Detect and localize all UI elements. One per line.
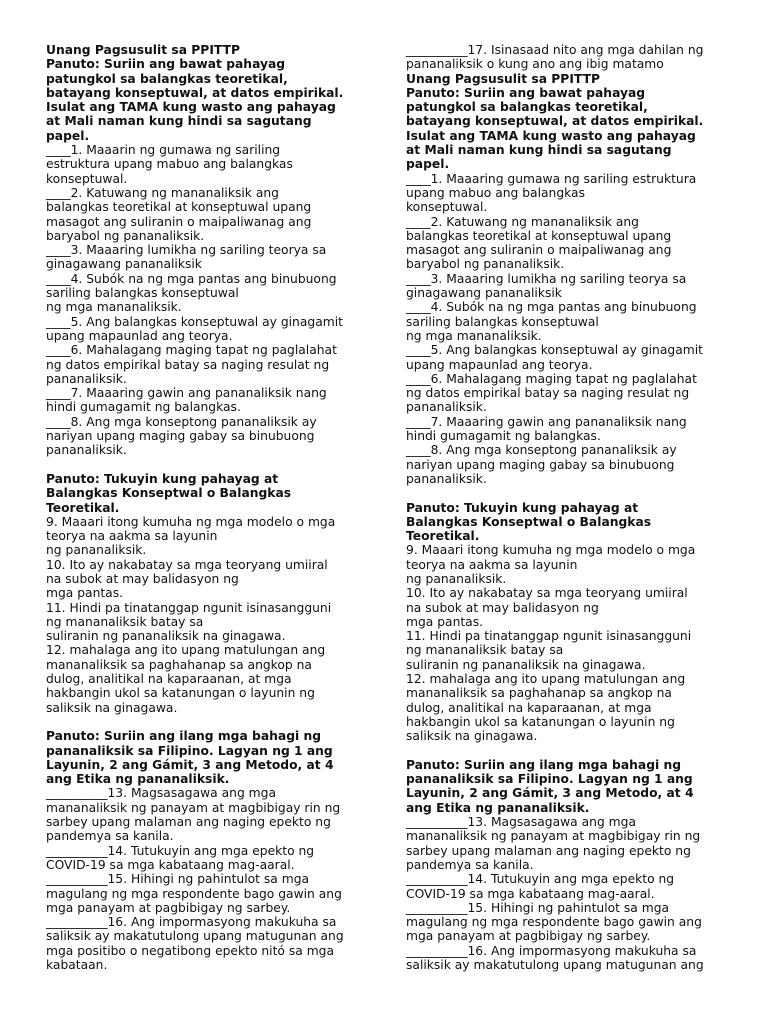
text-line: masagot ang suliranin o maipaliwanag ang xyxy=(46,214,312,229)
text-line: ____7. Maaaring gawin ang pananaliksik nang xyxy=(46,386,327,401)
text-line: baryabol ng pananaliksik. xyxy=(46,228,205,243)
text-line: 10. Ito ay nakabatay sa mga teoryang umiiral xyxy=(46,557,328,572)
text-line: __________13. Magsasagawa ang mga xyxy=(46,786,276,801)
text-line: __________14. Tutukuyin ang mga epekto ng xyxy=(46,843,315,858)
instruction-line: Panuto: Suriin ang ilang mga bahagi ng xyxy=(406,757,682,772)
text-line: ____3. Maaaring lumikha ng sariling teorya sa xyxy=(406,271,687,286)
text-line: magulang ng mga respondente bago gawin ang xyxy=(46,886,342,901)
text-line: saliksik ay makatutulong upang matugunan ang xyxy=(46,929,344,944)
text-line: mananaliksik sa paghahanap sa angkop na xyxy=(406,686,672,701)
instruction-line: batayang konseptuwal, at datos empirikal. xyxy=(46,85,344,100)
text-line: konseptuwal. xyxy=(406,200,488,215)
instruction-line: Balangkas Konseptwal o Balangkas xyxy=(46,486,292,501)
text-line: __________15. Hihingi ng pahintulot sa mga xyxy=(406,900,670,915)
text-line: 11. Hindi pa tinatanggap ngunit isinasangguni xyxy=(46,600,332,615)
text-line: hakbangin ukol sa katanungan o layunin ng xyxy=(46,686,315,701)
instruction-line: Unang Pagsusulit sa PPITTP xyxy=(46,43,240,57)
text-line: pandemya sa kanila. xyxy=(406,857,534,872)
instruction-line: patungkol sa balangkas teoretikal, xyxy=(406,100,648,115)
instruction-line: pananaliksik sa Filipino. Lagyan ng 1 ang xyxy=(46,743,333,758)
text-line: hakbangin ukol sa katanungan o layunin ng xyxy=(406,714,675,729)
text-line: upang mapaunlad ang teorya. xyxy=(406,357,593,372)
text-line: sariling balangkas konseptuwal xyxy=(46,286,239,301)
left-text-column xyxy=(46,43,364,972)
text-line: ____4. Subók na ng mga pantas ang binubuong xyxy=(406,300,697,315)
instruction-line: batayang konseptuwal, at datos empirikal. xyxy=(406,114,704,129)
text-line: pananaliksik. xyxy=(406,471,487,486)
text-line: sariling balangkas konseptuwal xyxy=(406,314,599,329)
text-line: ginagawang pananaliksik xyxy=(406,286,562,301)
text-line: mga pantas. xyxy=(406,614,484,629)
instruction-line: Layunin, 2 ang Gámit, 3 ang Metodo, at 4 xyxy=(406,786,694,801)
text-line: ng datos empirikal batay sa naging resulat ng xyxy=(46,357,330,372)
text-line: na subok at may balidasyon ng xyxy=(406,600,599,615)
text-line: ____6. Mahalagang maging tapat ng paglalahat xyxy=(46,343,337,358)
instruction-line: Layunin, 2 ang Gámit, 3 ang Metodo, at 4 xyxy=(46,757,334,772)
text-line: ____1. Maaarin ng gumawa ng sariling xyxy=(46,143,281,158)
text-line: ____7. Maaaring gawin ang pananaliksik nang xyxy=(406,414,687,429)
text-line: mga positibo o negatibong epekto nitó sa mga xyxy=(46,943,335,958)
text-line: balangkas teoretikal at konseptuwal upang xyxy=(46,200,312,215)
text-line: 10. Ito ay nakabatay sa mga teoryang umiiral xyxy=(406,586,688,601)
text-line: ____3. Maaaring lumikha ng sariling teorya sa xyxy=(46,243,327,258)
text-line: COVID-19 sa mga kabataang mag-aaral. xyxy=(46,857,295,872)
text-line: ng mga mananaliksik. xyxy=(406,328,542,343)
text-line: masagot ang suliranin o maipaliwanag ang xyxy=(406,243,672,258)
text-line: 12. mahalaga ang ito upang matulungan ang xyxy=(406,672,686,687)
text-line: estruktura upang mabuo ang balangkas xyxy=(46,157,293,172)
text-line: mga panayam at pagbibigay ng sarbey. xyxy=(406,929,651,944)
text-line: mananaliksik sa paghahanap sa angkop na xyxy=(46,657,312,672)
text-line: saliksik na ginagawa. xyxy=(46,700,178,715)
text-line: balangkas teoretikal at konseptuwal upang xyxy=(406,228,672,243)
text-line: teorya na aakma sa layunin xyxy=(46,529,218,544)
instruction-line: Panuto: Tukuyin kung pahayag at xyxy=(406,500,639,515)
instruction-line: papel. xyxy=(406,157,450,172)
text-line: ____1. Maaaring gumawa ng sariling estruktura xyxy=(406,171,697,186)
text-line: suliranin ng pananaliksik na ginagawa. xyxy=(406,657,646,672)
text-line: 12. mahalaga ang ito upang matulungan ang xyxy=(46,643,326,658)
text-line: ng pananaliksik. xyxy=(46,543,147,558)
instruction-line: Panuto: Suriin ang bawat pahayag xyxy=(406,85,646,100)
text-line: 9. Maaari itong kumuha ng mga modelo o mga xyxy=(406,543,696,558)
instruction-line: Panuto: Suriin ang bawat pahayag xyxy=(46,57,286,72)
instruction-line: at Mali naman kung hindi sa sagutang xyxy=(406,143,672,158)
instruction-line: pananaliksik sa Filipino. Lagyan ng 1 ang xyxy=(406,772,693,787)
text-line: __________16. Ang impormasyong makukuha sa xyxy=(406,943,697,958)
text-line: nariyan upang maging gabay sa binubuong xyxy=(406,457,675,472)
text-line: 9. Maaari itong kumuha ng mga modelo o mga xyxy=(46,514,336,529)
instruction-line: at Mali naman kung hindi sa sagutang xyxy=(46,114,312,129)
text-line: ____2. Katuwang ng mananaliksik ang xyxy=(46,185,279,200)
instruction-line: Teoretikal. xyxy=(406,529,480,544)
text-line: ____8. Ang mga konseptong pananaliksik ay xyxy=(46,414,317,429)
text-line: ____6. Mahalagang maging tapat ng paglalahat xyxy=(406,371,697,386)
instruction-line: patungkol sa balangkas teoretikal, xyxy=(46,71,288,86)
text-line: __________16. Ang impormasyong makukuha sa xyxy=(46,915,337,930)
text-line: ____8. Ang mga konseptong pananaliksik ay xyxy=(406,443,677,458)
text-line: ng mananaliksik batay sa xyxy=(46,614,204,629)
text-line: ginagawang pananaliksik xyxy=(46,257,202,272)
instruction-line: ang Etika ng pananaliksik. xyxy=(406,800,590,815)
text-line: ____5. Ang balangkas konseptuwal ay ginagamit xyxy=(46,314,343,329)
text-line: mga panayam at pagbibigay ng sarbey. xyxy=(46,900,291,915)
text-line: sarbey upang malaman ang naging epekto ng xyxy=(46,815,331,830)
text-line: upang mapaunlad ang teorya. xyxy=(46,328,233,343)
text-line: ____2. Katuwang ng mananaliksik ang xyxy=(406,214,639,229)
text-line: ng pananaliksik. xyxy=(406,571,507,586)
text-line: ____5. Ang balangkas konseptuwal ay ginagamit xyxy=(406,343,703,358)
text-line: 11. Hindi pa tinatanggap ngunit isinasangguni xyxy=(406,629,692,644)
instruction-line: ang Etika ng pananaliksik. xyxy=(46,772,230,787)
text-line: COVID-19 sa mga kabataang mag-aaral. xyxy=(406,886,655,901)
text-line: dulog, analitikal na kaparaanan, at mga xyxy=(406,700,652,715)
text-line: __________17. Isinasaad nito ang mga dahilan ng xyxy=(406,43,704,57)
text-line: baryabol ng pananaliksik. xyxy=(406,257,565,272)
text-line: pandemya sa kanila. xyxy=(46,829,174,844)
text-line: saliksik na ginagawa. xyxy=(406,729,538,744)
text-line: sarbey upang malaman ang naging epekto ng xyxy=(406,843,691,858)
text-line: hindi gumagamit ng balangkas. xyxy=(46,400,241,415)
text-line: pananaliksik. xyxy=(46,371,127,386)
text-line: na subok at may balidasyon ng xyxy=(46,571,239,586)
text-line: teorya na aakma sa layunin xyxy=(406,557,578,572)
blank-line xyxy=(406,744,724,758)
text-line: hindi gumagamit ng balangkas. xyxy=(406,429,601,444)
instruction-line: papel. xyxy=(46,128,90,143)
text-line: upang mabuo ang balangkas xyxy=(406,185,585,200)
instruction-line: Isulat ang TAMA kung wasto ang pahayag xyxy=(406,128,696,143)
blank-line xyxy=(46,715,364,729)
text-line: ng datos empirikal batay sa naging resulat ng xyxy=(406,386,690,401)
text-line: mananaliksik ng panayam at magbibigay rin ng xyxy=(406,829,701,844)
text-line: nariyan upang maging gabay sa binubuong xyxy=(46,429,315,444)
text-line: pananaliksik. xyxy=(406,400,487,415)
instruction-line: Isulat ang TAMA kung wasto ang pahayag xyxy=(46,100,336,115)
instruction-line: Panuto: Tukuyin kung pahayag at xyxy=(46,471,279,486)
text-line: dulog, analitikal na kaparaanan, at mga xyxy=(46,672,292,687)
text-line: __________13. Magsasagawa ang mga xyxy=(406,815,636,830)
text-line: kabataan. xyxy=(46,958,108,972)
text-line: pananaliksik. xyxy=(46,443,127,458)
text-line: suliranin ng pananaliksik na ginagawa. xyxy=(46,629,286,644)
blank-line xyxy=(46,458,364,472)
text-line: ng mga mananaliksik. xyxy=(46,300,182,315)
instruction-line: Balangkas Konseptwal o Balangkas xyxy=(406,514,652,529)
instruction-line: Unang Pagsusulit sa PPITTP xyxy=(406,71,600,86)
text-line: __________15. Hihingi ng pahintulot sa mga xyxy=(46,872,310,887)
text-line: saliksik ay makatutulong upang matugunan ang xyxy=(406,958,704,972)
blank-line xyxy=(406,486,724,500)
text-line: pananaliksik o kung ano ang ibig matamo xyxy=(406,57,664,72)
text-line: __________14. Tutukuyin ang mga epekto ng xyxy=(406,872,675,887)
text-line: mga pantas. xyxy=(46,586,124,601)
text-line: konseptuwal. xyxy=(46,171,128,186)
text-line: ng mananaliksik batay sa xyxy=(406,643,564,658)
text-line: ____4. Subók na ng mga pantas ang binubuong xyxy=(46,271,337,286)
instruction-line: Teoretikal. xyxy=(46,500,120,515)
text-line: magulang ng mga respondente bago gawin ang xyxy=(406,915,702,930)
instruction-line: Panuto: Suriin ang ilang mga bahagi ng xyxy=(46,729,322,744)
right-text-column xyxy=(406,43,724,972)
text-line: mananaliksik ng panayam at magbibigay rin ng xyxy=(46,800,341,815)
